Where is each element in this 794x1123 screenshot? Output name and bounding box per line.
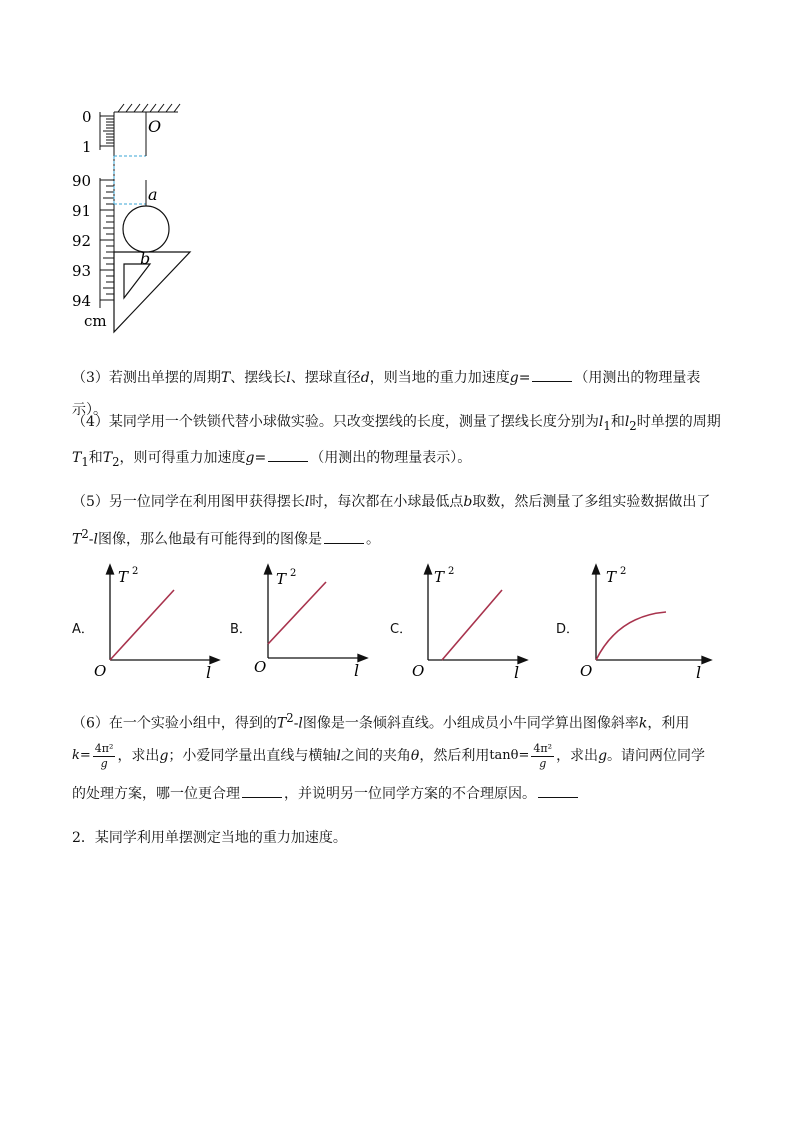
question-6-line-2 <box>72 736 732 776</box>
question-2-heading <box>72 822 732 854</box>
q4-and-2: 和 <box>88 449 103 466</box>
q6-formula-tan: tanθ <box>489 748 519 763</box>
q3-var-g: g <box>509 370 519 386</box>
label-a: a <box>148 185 158 204</box>
label-O: O <box>148 117 162 136</box>
q5-dash: - <box>88 531 94 548</box>
q5-var-b: b <box>463 494 473 510</box>
q6-var-l: l <box>298 715 303 732</box>
q4-text-1: （4）某同学用一个铁锁代替小球做实验。只改变摆线的长度，测量了摆线长度分别为 <box>72 414 599 430</box>
question-4 <box>72 406 732 478</box>
q5-text-1: （5）另一位同学在利用图甲获得摆长 <box>72 494 305 510</box>
q6-text-8: ，求出 <box>556 748 599 764</box>
q6-dash: - <box>293 715 299 732</box>
q4-text-4: （用测出的物理量表示）。 <box>310 449 472 466</box>
q4-var-T2: T <box>102 449 113 466</box>
q5-text-3: 取数，然后测量了多组实验数据做出了 <box>472 494 711 510</box>
q6-var-k: k <box>638 715 648 732</box>
q3-answer-blank[interactable] <box>532 367 572 382</box>
q6-var-theta: θ <box>410 748 420 764</box>
q6-text-9: 。请问两位同学 <box>607 748 706 764</box>
option-a-line <box>110 590 174 660</box>
option-a-x-axis: l <box>206 663 212 682</box>
q5-text-2: 时，每次都在小球最低点 <box>309 494 464 510</box>
q6-text-7: ，然后利用 <box>419 748 490 764</box>
q4-text-2: 时单摆的周期 <box>636 414 721 430</box>
option-b-x-axis: l <box>354 661 360 680</box>
option-a-label[interactable]: A． <box>72 622 94 637</box>
option-d-x-axis: l <box>696 663 702 682</box>
option-a-y-axis: T <box>118 568 129 586</box>
option-d-y-axis: T <box>606 568 617 586</box>
scale-label-90: 90 <box>72 172 92 190</box>
option-c-x-axis: l <box>514 663 520 682</box>
q4-text-3: ，则可得重力加速度 <box>119 449 246 466</box>
q4-var-T1: T <box>72 449 82 466</box>
q3-var-l: l <box>286 370 291 386</box>
option-c-y-axis: T <box>434 568 445 586</box>
q2-text: 2．某同学利用单摆测定当地的重力加速度。 <box>72 830 347 846</box>
q3-text-3: 、摆球直径 <box>290 370 361 386</box>
option-d-label[interactable]: D． <box>556 622 580 637</box>
q6-text-11: ，并说明另一位同学方案的不合理原因。 <box>284 786 536 802</box>
q3-text-2: 、摆线长 <box>230 370 287 386</box>
q5-answer-blank[interactable] <box>324 529 364 544</box>
q6-text-2: 图像是一条倾斜直线。小组成员小牛同学算出图像斜率 <box>302 715 639 732</box>
q3-text-4: ，则当地的重力加速度 <box>369 370 510 386</box>
q5-var-l2: l <box>93 531 98 548</box>
option-b-label[interactable]: B． <box>230 622 252 637</box>
q6-var-l2: l <box>336 748 341 764</box>
q4-sub-2: 2 <box>629 418 637 433</box>
scale-label-94: 94 <box>72 292 92 310</box>
option-c-line <box>442 590 502 660</box>
q4-var-l2: l <box>624 414 630 430</box>
q4-tsub-2: 2 <box>112 454 120 469</box>
q6-text-1: （6）在一个实验小组中，得到的 <box>72 715 277 732</box>
scale-label-92: 92 <box>72 232 92 250</box>
option-a-y-sup: 2 <box>132 566 139 577</box>
q6-text-4: ，求出 <box>117 748 160 764</box>
q4-answer-blank[interactable] <box>268 447 308 462</box>
q3-eq: = <box>518 370 531 386</box>
ruler-break-dashes <box>114 156 146 204</box>
option-d-curve <box>596 612 666 660</box>
q6-text-6: 之间的夹角 <box>340 748 411 764</box>
option-b-y-axis: T <box>276 570 287 588</box>
q3-text-5: （用测出的物理量表示）。 <box>72 370 701 418</box>
q6-var-T: T <box>276 715 287 732</box>
q5-var-T: T <box>72 531 82 548</box>
option-a-origin: O <box>94 662 107 680</box>
q6-fraction-2 <box>531 742 554 771</box>
triangle-ruler <box>114 252 190 332</box>
q5-text-5: 。 <box>365 531 380 548</box>
q6-formula-eq1: = <box>79 748 91 763</box>
option-d-origin: O <box>580 662 593 680</box>
q5-text-4: 图像，那么他最有可能得到的图像是 <box>97 531 322 548</box>
option-c-y-sup: 2 <box>448 566 455 577</box>
option-b-origin: O <box>254 658 267 676</box>
question-5 <box>72 486 732 556</box>
option-b-line <box>268 582 326 644</box>
q4-var-g: g <box>245 449 255 466</box>
unit-label: cm <box>84 312 107 330</box>
q6-var-g1: g <box>159 748 169 764</box>
pendulum-ball <box>123 206 169 252</box>
option-c-graph[interactable] <box>410 562 540 682</box>
question-6 <box>72 702 732 740</box>
option-d-y-sup: 2 <box>620 566 627 577</box>
option-a-graph[interactable] <box>92 562 222 682</box>
q6-formula-eq2: = <box>518 748 530 763</box>
q6-fraction-2-den: g <box>539 756 547 770</box>
q6-answer-blank-2[interactable] <box>538 783 578 798</box>
q6-var-g2: g <box>598 748 608 764</box>
option-c-label[interactable]: C． <box>390 622 413 637</box>
ruler <box>100 112 114 332</box>
option-c-origin: O <box>412 662 425 680</box>
option-d-graph[interactable] <box>578 562 718 682</box>
q3-var-d: d <box>360 370 370 386</box>
q4-and-1: 和 <box>610 414 625 430</box>
q5-sup: 2 <box>81 527 89 541</box>
q6-sup: 2 <box>286 711 294 725</box>
q6-formula-k: k <box>72 748 80 763</box>
option-b-graph[interactable] <box>250 562 380 682</box>
q6-answer-blank-1[interactable] <box>242 783 282 798</box>
q6-fraction-2-num: 4π² <box>533 741 553 755</box>
scale-label-93: 93 <box>72 262 92 280</box>
q6-fraction-1 <box>93 742 116 771</box>
question-6-line-3 <box>72 778 732 810</box>
scale-label-91: 91 <box>72 202 92 220</box>
q5-var-l: l <box>304 494 310 510</box>
ceiling-hatch <box>114 104 180 112</box>
q6-fraction-1-den: g <box>100 756 108 770</box>
q4-eq: = <box>254 449 267 466</box>
q4-tsub-1: 1 <box>81 454 89 469</box>
pendulum-apparatus-figure <box>72 100 202 340</box>
scale-label-1: 1 <box>82 138 92 156</box>
q6-fraction-1-num: 4π² <box>94 741 114 755</box>
label-b: b <box>140 249 151 268</box>
scale-label-0: 0 <box>82 108 92 126</box>
q6-text-10: 的处理方案，哪一位更合理 <box>72 786 240 802</box>
q4-var-l1: l <box>598 414 604 430</box>
q6-text-5: ；小爱同学量出直线与横轴 <box>168 748 337 764</box>
q4-sub-1: 1 <box>603 418 611 433</box>
option-b-y-sup: 2 <box>290 568 297 579</box>
q6-text-3: ，利用 <box>647 715 690 732</box>
q3-text-1: （3）若测出单摆的周期 <box>72 370 221 386</box>
q3-var-T: T <box>220 370 231 386</box>
